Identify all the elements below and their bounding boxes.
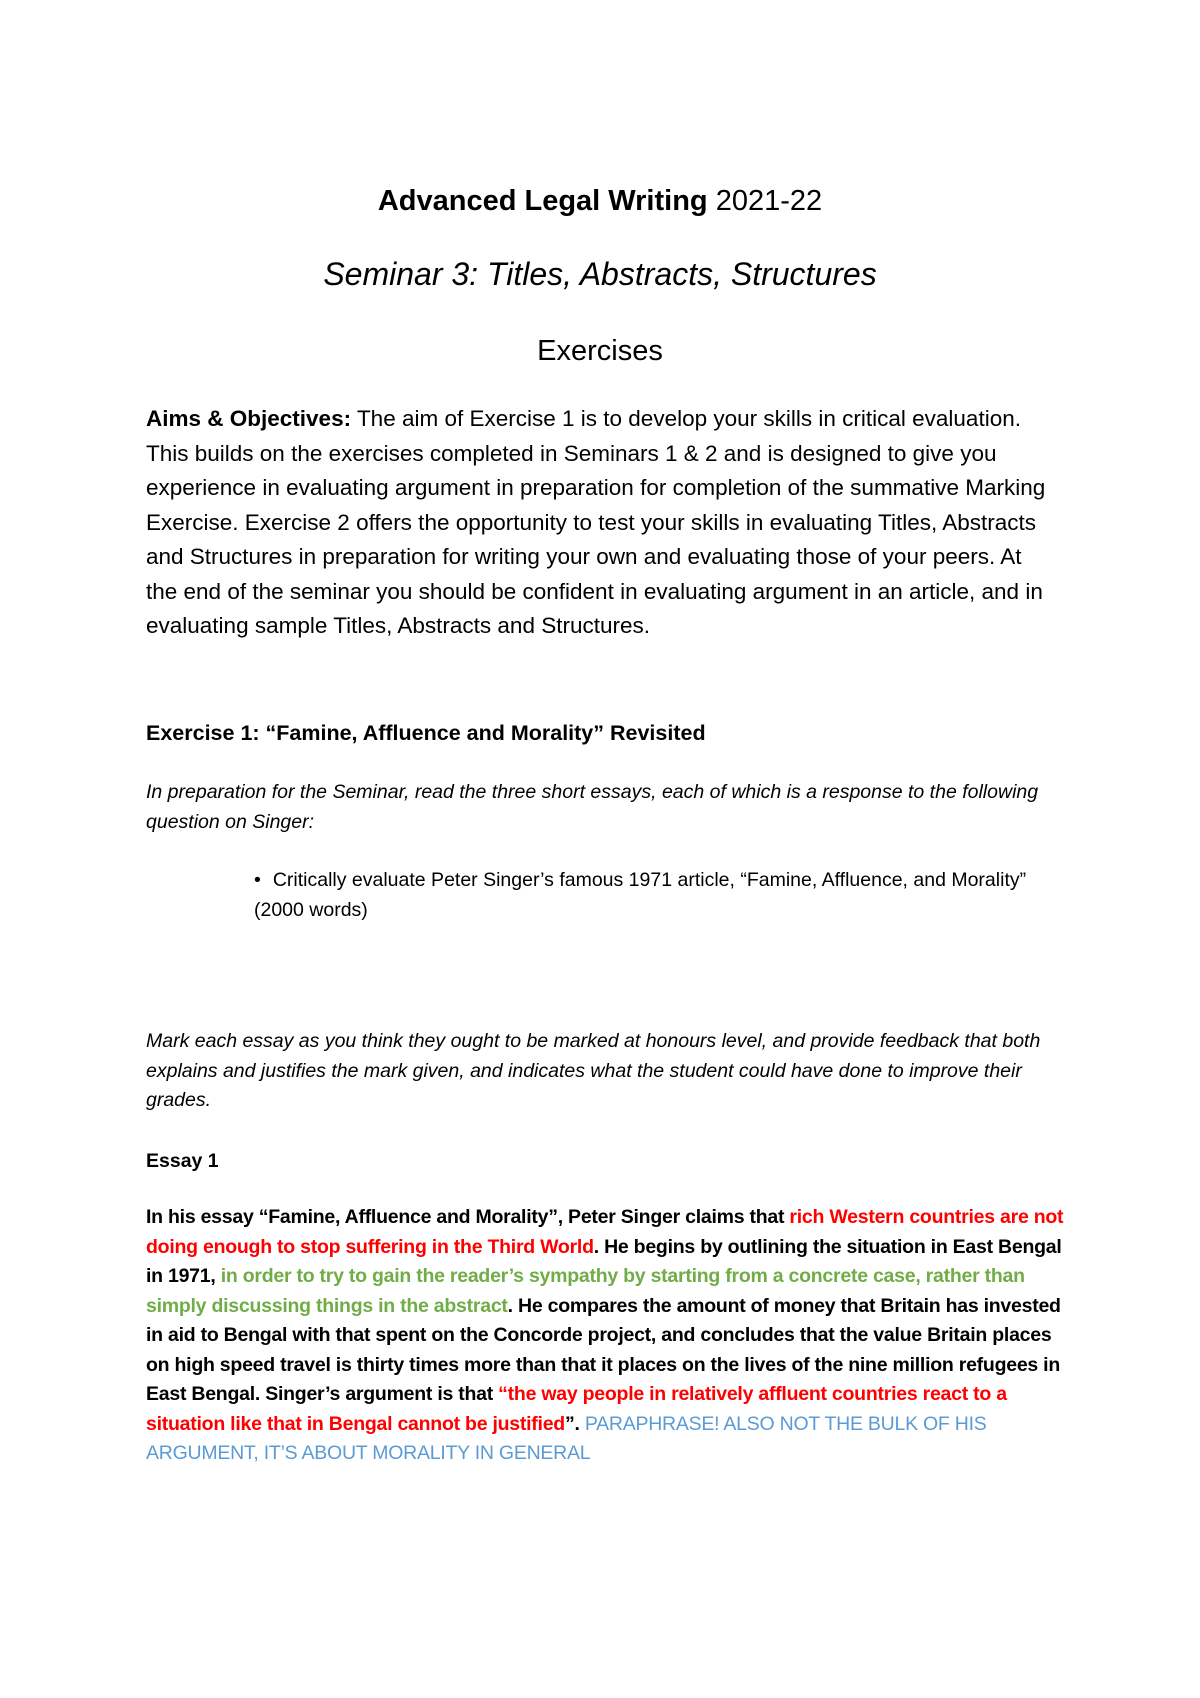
seminar-subtitle: Seminar 3: Titles, Abstracts, Structures: [323, 256, 877, 292]
bullet-icon: •: [254, 869, 261, 891]
title-year: 2021-22: [715, 185, 823, 217]
essay1-text-2: . He begins by outlining the situation in East Bengal in 1971,: [146, 1235, 1062, 1287]
exercise1-intro: In preparation for the Seminar, read the three short essays, each of which is a response to the following question on Singer:: [146, 781, 1039, 833]
blue-comment: PARAPHRASE! ALSO NOT THE BULK OF HIS ARGUMENT, IT’S ABOUT MORALITY IN GENERAL: [146, 1412, 987, 1464]
essay1-text-3: . He compares the amount of money that Britain has invested in aid to Bengal with that spent on the Concorde project, and concludes that the value Britain places on high speed travel is thirty times more than that it places on the lives of the nine million refugees in East Bengal. Singer’s argument is that: [146, 1294, 1061, 1405]
question-text: Critically evaluate Peter Singer’s famous 1971 article, “Famine, Affluence, and Morality” (2000 words): [254, 869, 1027, 921]
question-bullet: [254, 866, 1074, 925]
essay1-text-4: ”.: [564, 1412, 585, 1435]
title-text: Advanced Legal Writing: [377, 185, 708, 217]
red-annotation-2: “the way people in relatively affluent countries react to a situation like that in Bengal cannot be justified: [146, 1383, 1007, 1435]
section-heading: Exercises: [537, 335, 663, 367]
page-title: [0, 183, 1200, 219]
aims-paragraph: Aims & Objectives: The aim of Exercise 1 is to develop your skills in critical evaluation. This builds on the exercises completed in Seminars 1 & 2 and is designed to give you experience in evaluating argument in preparation for completion of the summative Marking Exercise. Exercise 2 offers the opportunity to test your skills in evaluating Titles, Abstracts and Structures in preparation for writing your own and evaluating those of your peers. At the end of the seminar you should be confident in evaluating argument in an article, and in evaluating sample Titles, Abstracts and Structures.: [146, 406, 1046, 638]
marking-instructions: Mark each essay as you think they ought to be marked at honours level, and provide feedback that both explains and justifies the mark given, and indicates what the student could have done to improve their grades.: [146, 1030, 1041, 1111]
exercise1-heading: Exercise 1: “Famine, Affluence and Morality” Revisited: [146, 721, 706, 745]
aims-text: The aim of Exercise 1 is to develop your skills in critical evaluation. This builds on the exercises completed in Seminars 1 & 2 and is designed to give you experience in evaluating argument in preparation for completion of the summative Marking Exercise. Exercise 2 offers the opportunity to test your skills in evaluating Titles, Abstracts and Structures in preparation for writing your own and evaluating those of your peers. At the end of the seminar you should be confident in evaluating argument in an article, and in evaluating sample Titles, Abstracts and Structures.: [146, 406, 1046, 638]
essay1-heading: Essay 1: [146, 1150, 219, 1172]
essay1-text-1: In his essay “Famine, Affluence and Morality”, Peter Singer claims that: [146, 1206, 790, 1228]
aims-label: Aims & Objectives: [146, 406, 344, 431]
red-annotation-1: rich Western countries are not doing enough to stop suffering in the Third World: [146, 1206, 1064, 1258]
green-annotation-1: in order to try to gain the reader’s sympathy by starting from a concrete case, rather than simply discussing things in the abstract: [146, 1265, 1025, 1317]
essay1-paragraph: [146, 1203, 1071, 1469]
